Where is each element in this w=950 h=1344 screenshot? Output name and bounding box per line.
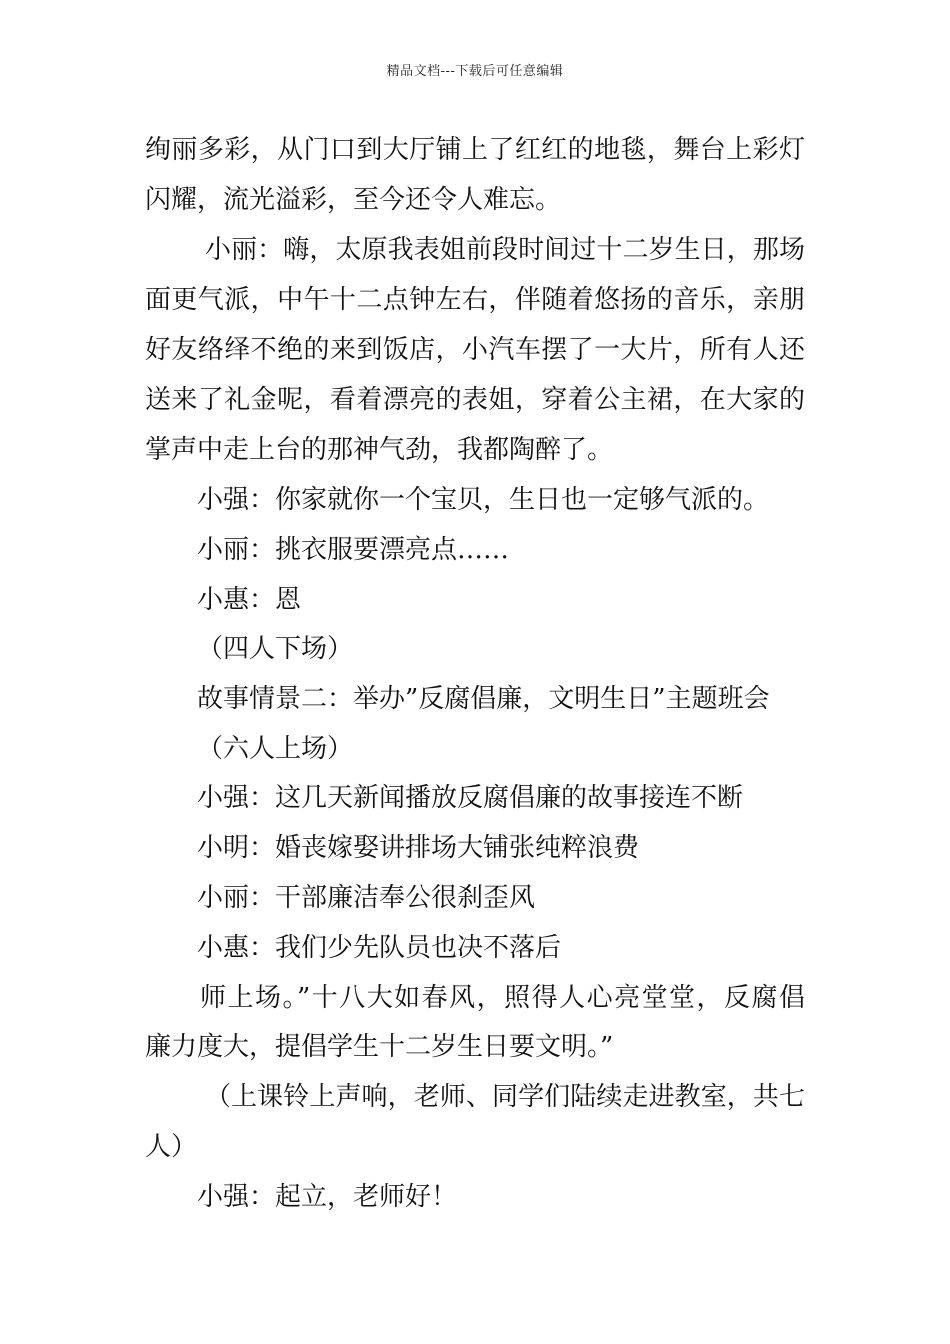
dialogue-line: 小明：婚丧嫁娶讲排场大铺张纯粹浪费 [197,833,640,863]
text-line: 闪耀，流光溢彩，至今还令人难忘。 [145,185,562,215]
stage-direction: 人） [145,1132,198,1162]
dialogue-line: 小强：这几天新闻播放反腐倡廉的故事接连不断 [197,783,744,813]
text-line: 送来了礼金呢，看着漂亮的表姐，穿着公主裙，在大家的 [145,385,805,415]
stage-direction: （六人上场） [197,734,354,764]
dialogue-line: 小惠：我们少先队员也决不落后 [197,933,562,963]
dialogue-line: 小丽：干部廉洁奉公很刹歪风 [197,883,536,913]
dialogue-line: 小强：起立，老师好！ [197,1182,458,1212]
stage-direction: （四人下场） [197,634,354,664]
dialogue-line: 小丽：挑衣服要漂亮点…… [197,535,510,565]
text-line: 廉力度大，提倡学生十二岁生日要文明。” [145,1032,614,1062]
scene-heading: 故事情景二：举办”反腐倡廉，文明生日”主题班会 [197,684,770,714]
text-line: 师上场。”十八大如春风，照得人心亮堂堂，反腐倡 [200,983,805,1013]
dialogue-line: 小惠：恩 [197,585,302,615]
text-line: 面更气派，中午十二点钟左右，伴随着悠扬的音乐，亲朋 [145,285,805,315]
page-header: 精品文档---下载后可任意编辑 [386,64,564,79]
stage-direction: （上课铃上声响，老师、同学们陆续走进教室，共七 [205,1082,805,1112]
text-line: 绚丽多彩，从门口到大厅铺上了红红的地毯，舞台上彩灯 [145,135,805,165]
dialogue-line: 小丽：嗨，太原我表姐前段时间过十二岁生日，那场 [205,235,805,265]
text-line: 好友络绎不绝的来到饭店，小汽车摆了一大片，所有人还 [145,335,805,365]
dialogue-line: 小强：你家就你一个宝贝，生日也一定够气派的。 [197,485,770,515]
text-line: 掌声中走上台的那神气劲，我都陶醉了。 [145,435,614,465]
